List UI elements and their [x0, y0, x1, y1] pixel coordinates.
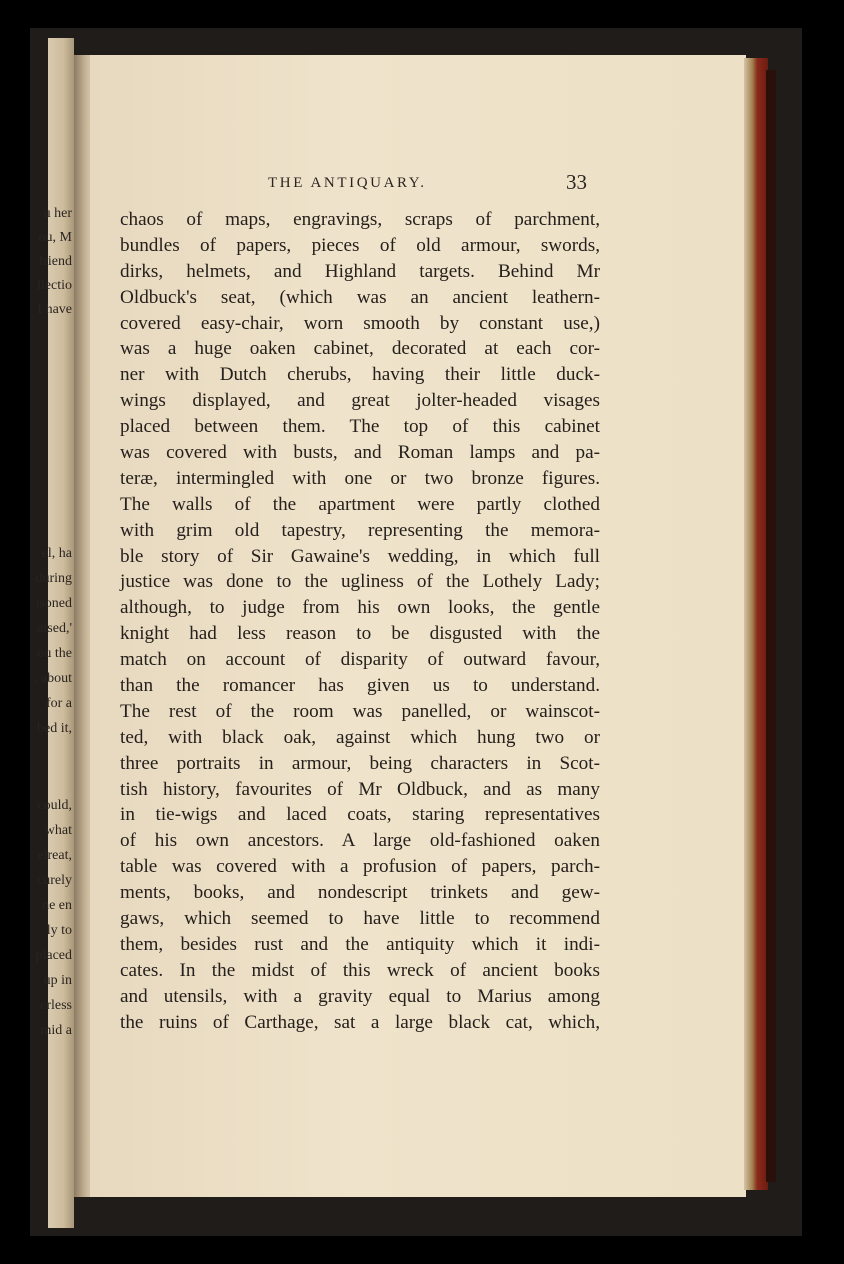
left-page-fragment: friend	[38, 254, 72, 269]
text-line: although, to judge from his own looks, the gentle	[120, 597, 600, 619]
text-line: chaos of maps, engravings, scraps of parchment,	[120, 209, 600, 230]
text-line: ner with Dutch cherubs, having their little duck-	[120, 364, 600, 386]
left-page-fragment: , about	[33, 671, 72, 686]
text-line: three portraits in armour, being characters in Scot-	[120, 752, 600, 774]
text-line: ments, books, and nondescript trinkets and gew-	[120, 882, 600, 904]
left-page-fragment: isoned	[35, 596, 72, 611]
text-line: ted, with black oak, against which hung two or	[120, 726, 600, 748]
text-line: justice was done to the ugliness of the Lothely Lady;	[120, 571, 600, 593]
text-line: gaws, which seemed to have little to recommend	[120, 908, 600, 930]
text-line: table was covered with a profusion of papers, parch-	[120, 856, 600, 878]
left-page-fragment: for a	[45, 696, 72, 711]
left-page-fragment: llectio	[37, 278, 72, 293]
text-line: tish history, favourites of Mr Oldbuck, and as many	[120, 778, 600, 800]
left-page-fragment: etreat,	[37, 848, 72, 863]
left-page-fragment: during	[35, 571, 72, 586]
text-line: match on account of disparity of outward favour,	[120, 649, 600, 671]
left-page-fragment: erless	[40, 998, 72, 1013]
left-page-edge	[33, 38, 74, 1228]
text-line: The rest of the room was panelled, or wainscot-	[120, 700, 600, 722]
cover-edge	[766, 70, 776, 1182]
left-page-fragment: ly to	[46, 923, 72, 938]
left-page-fragment: what	[44, 823, 72, 838]
left-page-fragment: mid a	[40, 1023, 72, 1038]
text-line: Oldbuck's seat, (which was an ancient leathern-	[120, 286, 600, 308]
left-page-fragment: up in	[43, 973, 72, 988]
page-number: 33	[566, 170, 587, 194]
left-page-fragment: ou, M	[38, 230, 72, 245]
text-line: teræ, intermingled with one or two bronze figures.	[120, 467, 600, 489]
left-page-fragment: curely	[37, 873, 72, 888]
left-page-fragment: el, ha	[41, 546, 72, 561]
text-line: cates. In the midst of this wreck of ancient books	[120, 959, 600, 981]
left-page-fragment: ne en	[42, 898, 72, 913]
left-page-fragment: ou the	[37, 646, 72, 661]
page-edge-binding	[744, 58, 768, 1190]
text-line: knight had less reason to be disgusted with the	[120, 623, 600, 645]
text-line: was covered with busts, and Roman lamps and pa-	[120, 442, 600, 464]
text-line: than the romancer has given us to understand.	[120, 675, 600, 697]
text-line: and utensils, with a gravity equal to Marius among	[120, 985, 600, 1007]
text-line: ble story of Sir Gawaine's wedding, in which full	[120, 545, 600, 567]
text-line: the ruins of Carthage, sat a large black cat, which,	[120, 1011, 600, 1033]
left-page-fragment: could,	[37, 798, 72, 813]
text-line: with grim old tapestry, representing the memora-	[120, 519, 600, 541]
text-line: was a huge oaken cabinet, decorated at each cor-	[120, 338, 600, 360]
text-line: The walls of the apartment were partly clothed	[120, 493, 600, 515]
text-line: placed between them. The top of this cabinet	[120, 416, 600, 438]
text-line: wings displayed, and great jolter-headed visages	[120, 390, 600, 412]
left-page-fragment: u her	[43, 206, 72, 221]
left-page-fragment: bed it,	[37, 721, 72, 736]
left-page-fragment: aised,'	[37, 621, 72, 636]
text-line: them, besides rust and the antiquity which it indi-	[120, 933, 600, 955]
left-page-fragment: placed	[35, 948, 72, 963]
running-header: THE ANTIQUARY.	[268, 175, 427, 191]
left-page-fragment: I have	[37, 302, 72, 317]
text-line: covered easy-chair, worn smooth by constant use,)	[120, 312, 600, 334]
text-line: of his own ancestors. A large old-fashioned oaken	[120, 830, 600, 852]
text-line: bundles of papers, pieces of old armour, swords,	[120, 234, 600, 256]
text-line: dirks, helmets, and Highland targets. Behind Mr	[120, 260, 600, 282]
text-line: in tie-wigs and laced coats, staring representatives	[120, 804, 600, 826]
body-text	[120, 207, 600, 1036]
